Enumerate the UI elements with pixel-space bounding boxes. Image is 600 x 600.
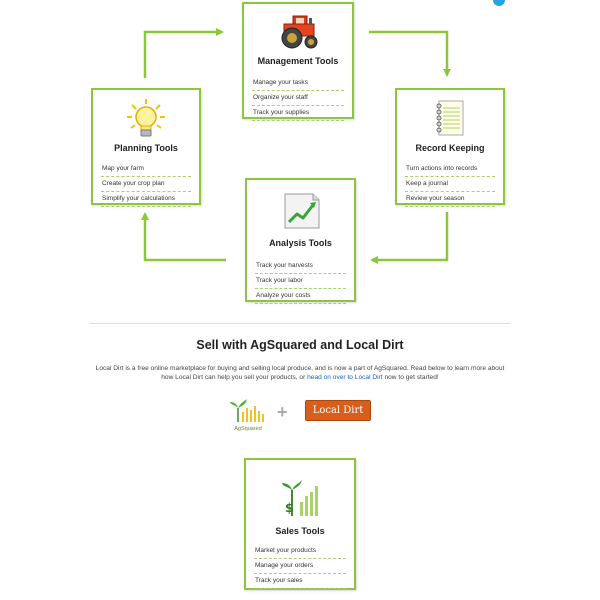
plus-sign: + bbox=[277, 402, 288, 422]
link-manage-orders[interactable]: Manage your orders bbox=[254, 559, 346, 574]
sales-tools-links bbox=[254, 544, 346, 589]
link-create-crop-plan[interactable]: Create your crop plan bbox=[101, 177, 191, 192]
sell-section-description bbox=[95, 364, 505, 382]
arrow-analysis-to-planning bbox=[145, 214, 226, 260]
section-divider bbox=[90, 323, 510, 324]
svg-text:$: $ bbox=[285, 501, 294, 515]
planning-tools-card[interactable] bbox=[91, 88, 201, 205]
analysis-tools-title: Analysis Tools bbox=[269, 238, 332, 248]
record-keeping-links bbox=[405, 162, 495, 207]
sell-section-title: Sell with AgSquared and Local Dirt bbox=[196, 338, 404, 352]
record-keeping-title: Record Keeping bbox=[415, 143, 485, 153]
link-review-season[interactable]: Review your season bbox=[405, 192, 495, 207]
lightbulb-icon bbox=[126, 98, 166, 140]
management-tools-card[interactable] bbox=[242, 2, 354, 119]
arrow-management-to-record bbox=[369, 32, 447, 75]
link-track-harvests[interactable]: Track your harvests bbox=[255, 259, 346, 274]
link-simplify-calculations[interactable]: Simplify your calculations bbox=[101, 192, 191, 207]
notepad-icon bbox=[432, 98, 468, 138]
link-track-supplies[interactable]: Track your supplies bbox=[252, 106, 344, 121]
sales-tools-card[interactable] bbox=[244, 458, 356, 590]
line-chart-icon bbox=[281, 192, 321, 230]
sell-desc-text-1: Local Dirt is a free online marketplace for buying and selling local produce, and is now a part of AgSquared. Read below to learn more about how Local Dirt can help you sell your products, or bbox=[95, 365, 505, 381]
partner-logos bbox=[0, 396, 600, 432]
agsquared-logo[interactable] bbox=[228, 396, 268, 432]
link-keep-journal[interactable]: Keep a journal bbox=[405, 177, 495, 192]
sales-tools-title: Sales Tools bbox=[275, 526, 325, 536]
arrow-record-to-analysis bbox=[372, 212, 447, 260]
link-analyze-costs[interactable]: Analyze your costs bbox=[255, 289, 346, 304]
link-market-products[interactable]: Market your products bbox=[254, 544, 346, 559]
link-turn-actions-into-records[interactable]: Turn actions into records bbox=[405, 162, 495, 177]
local-dirt-logo[interactable]: Local Dirt bbox=[305, 400, 371, 421]
local-dirt-link[interactable]: head on over to Local Dirt bbox=[307, 374, 383, 381]
agsquared-logo-text: AgSquared bbox=[234, 426, 262, 432]
sprout-dollar-icon bbox=[280, 474, 320, 518]
link-track-sales[interactable]: Track your sales bbox=[254, 574, 346, 589]
link-map-farm[interactable]: Map your farm bbox=[101, 162, 191, 177]
agsquared-sprout-icon bbox=[228, 396, 268, 424]
sell-desc-text-2: now to get started! bbox=[382, 374, 439, 381]
analysis-tools-card[interactable] bbox=[245, 178, 356, 302]
management-tools-links bbox=[252, 76, 344, 121]
link-organize-staff[interactable]: Organize your staff bbox=[252, 91, 344, 106]
link-manage-tasks[interactable]: Manage your tasks bbox=[252, 76, 344, 91]
planning-tools-title: Planning Tools bbox=[114, 143, 178, 153]
tractor-icon bbox=[276, 14, 320, 50]
corner-badge bbox=[493, 0, 505, 6]
arrow-planning-to-management bbox=[145, 32, 222, 78]
link-track-labor[interactable]: Track your labor bbox=[255, 274, 346, 289]
analysis-tools-links bbox=[255, 259, 346, 304]
record-keeping-card[interactable] bbox=[395, 88, 505, 205]
management-tools-title: Management Tools bbox=[257, 56, 339, 66]
planning-tools-links bbox=[101, 162, 191, 207]
